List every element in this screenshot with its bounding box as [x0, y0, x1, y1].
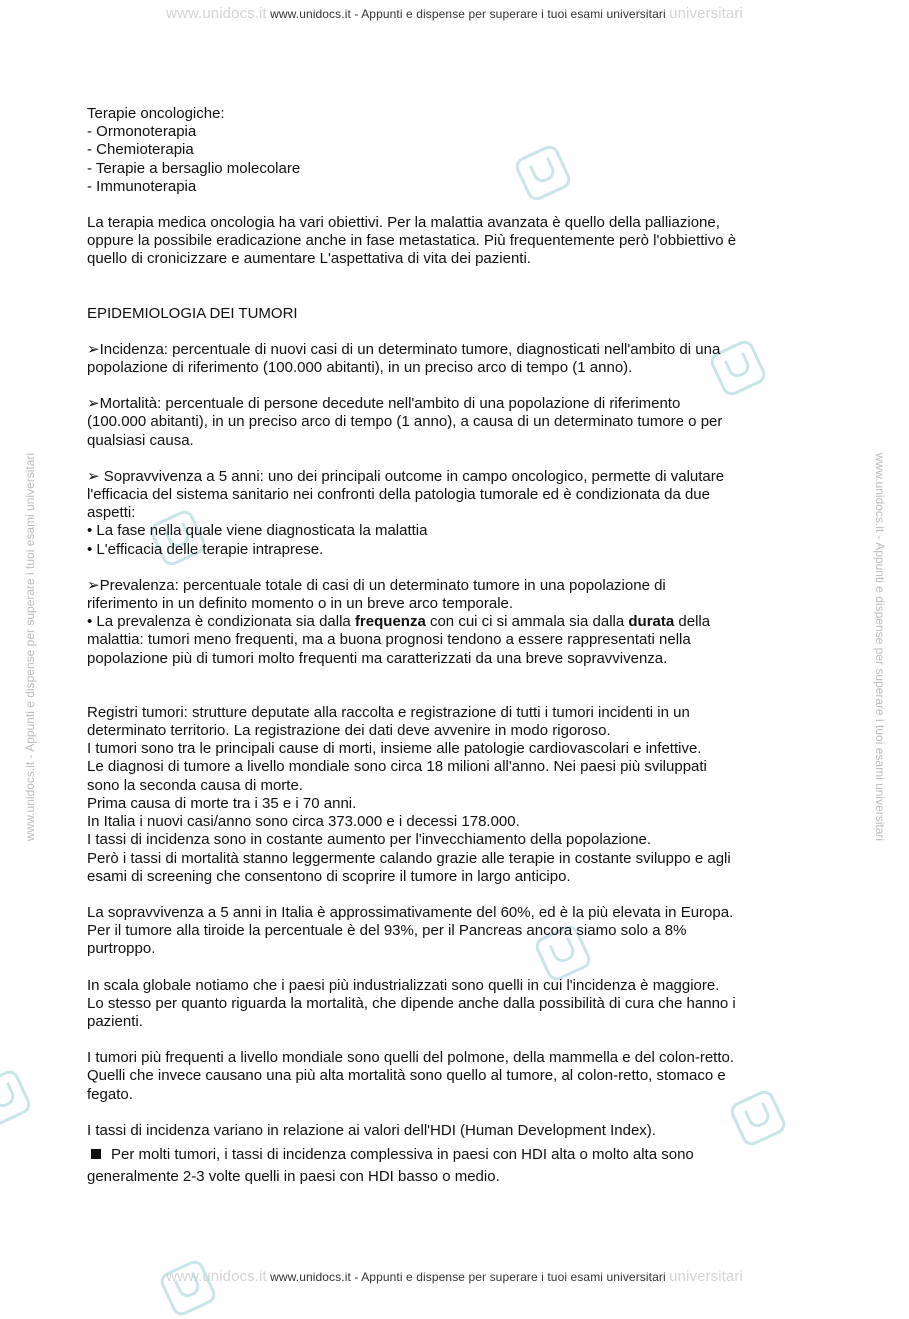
watermark-logo-icon	[157, 1257, 218, 1318]
paragraph-line: La terapia medica oncologia ha vari obiettivi. Per la malattia avanzata è quello della palliazione,	[87, 214, 720, 232]
text-run: della	[674, 613, 711, 631]
paragraph-line: popolazione di riferimento (100.000 abitanti), in un preciso arco di tempo (1 anno).	[87, 359, 633, 377]
bold-term-durata: durata	[628, 613, 675, 631]
paragraph-line: esami di screening che consentono di scoprire il tumore in largo anticipo.	[87, 867, 571, 885]
header-text: www.unidocs.it - Appunti e dispense per superare i tuoi esami universitari	[270, 7, 666, 21]
paragraph-line: oppure la possibile eradicazione anche in fase metastatica. Più frequentemente però l'obbiettivo è	[87, 232, 737, 250]
paragraph-line: quello di cronicizzare e aumentare L'aspettativa di vita dei pazienti.	[87, 250, 531, 268]
paragraph-line: Le diagnosi di tumore a livello mondiale sono circa 18 milioni all'anno. Nei paesi più sviluppati	[87, 758, 707, 776]
paragraph-line: Registri tumori: strutture deputate alla raccolta e registrazione di tutti i tumori incidenti in un	[87, 703, 690, 721]
paragraph-line: ➢Prevalenza: percentuale totale di casi di un determinato tumore in una popolazione di	[87, 576, 666, 594]
page-footer	[0, 1268, 909, 1285]
bullet-item: • La fase nella quale viene diagnosticata la malattia	[87, 522, 428, 540]
paragraph-line: I tassi di incidenza sono in costante aumento per l'invecchiamento della popolazione.	[87, 831, 652, 849]
paragraph-line: I tumori più frequenti a livello mondiale sono quelli del polmone, della mammella e del colon-retto.	[87, 1049, 735, 1067]
header-ghost-right: universitari	[669, 5, 743, 22]
paragraph-line: ➢Incidenza: percentuale di nuovi casi di un determinato tumore, diagnosticati nell'ambito di una	[87, 340, 721, 358]
list-item: - Ormonoterapia	[87, 123, 197, 141]
bold-term-frequenza: frequenza	[354, 613, 426, 631]
paragraph-line: I tassi di incidenza variano in relazione ai valori dell'HDI (Human Development Index).	[87, 1121, 656, 1139]
square-bullet-item	[87, 1146, 822, 1164]
text-run: Per molti tumori, i tassi di incidenza complessiva in paesi con HDI alta o molto alta sono	[111, 1145, 694, 1163]
paragraph-line: pazienti.	[87, 1012, 143, 1030]
paragraph-line: popolazione più di tumori molto frequenti ma caratterizzati da una breve sopravvivenza.	[87, 649, 668, 667]
paragraph-line: Lo stesso per quanto riguarda la mortalità, che dipende anche dalla possibilità di cura che hanno i	[87, 994, 736, 1012]
paragraph-line	[87, 613, 822, 631]
list-item: - Immunoterapia	[87, 177, 197, 195]
list-item: - Terapie a bersaglio molecolare	[87, 159, 301, 177]
footer-ghost-left: www.unidocs.it	[166, 1268, 267, 1285]
footer-ghost-right: universitari	[669, 1268, 743, 1285]
paragraph-line: In scala globale notiamo che i paesi più industrializzati sono quelli in cui l'incidenza è maggiore.	[87, 976, 720, 994]
paragraph-line: Per il tumore alla tiroide la percentuale è del 93%, per il Pancreas ancora siamo solo a 8%	[87, 922, 687, 940]
paragraph-line: purtroppo.	[87, 940, 156, 958]
list-item: - Chemioterapia	[87, 141, 194, 159]
text-run: • La prevalenza è condizionata sia dalla	[87, 613, 355, 631]
paragraph-line: malattia: tumori meno frequenti, ma a buona prognosi tendono a essere rappresentati nella	[87, 631, 691, 649]
header-ghost-left: www.unidocs.it	[166, 5, 267, 22]
paragraph-line: generalmente 2-3 volte quelli in paesi con HDI basso o medio.	[87, 1168, 500, 1186]
paragraph-line: (100.000 abitanti), in un preciso arco di tempo (1 anno), a causa di un determinato tumore o per	[87, 413, 723, 431]
paragraph-line: sono la seconda causa di morte.	[87, 776, 303, 794]
paragraph-line: Quelli che invece causano una più alta mortalità sono quello al tumore, al colon-retto, stomaco e	[87, 1067, 726, 1085]
paragraph-line: ➢ Sopravvivenza a 5 anni: uno dei principali outcome in campo oncologico, permette di valutare	[87, 467, 725, 485]
paragraph-line: qualsiasi causa.	[87, 431, 194, 449]
paragraph-line: Prima causa di morte tra i 35 e i 70 anni.	[87, 794, 357, 812]
paragraph-line: l'efficacia del sistema sanitario nei confronti della patologia tumorale ed è condizionata da due	[87, 486, 710, 504]
side-watermark-right: www.unidocs.it - Appunti e dispense per superare i tuoi esami universitari	[873, 452, 887, 842]
paragraph-line: ➢Mortalità: percentuale di persone decedute nell'ambito di una popolazione di riferimento	[87, 395, 681, 413]
document-body	[87, 105, 822, 1186]
paragraph-line: La sopravvivenza a 5 anni in Italia è approssimativamente del 60%, ed è la più elevata in Europa.	[87, 903, 734, 921]
paragraph-line: Però i tassi di mortalità stanno leggermente calando grazie alle terapie in costante sviluppo e agli	[87, 849, 731, 867]
paragraph-line: determinato territorio. La registrazione dei dati deve avvenire in modo rigoroso.	[87, 722, 611, 740]
section-title: EPIDEMIOLOGIA DEI TUMORI	[87, 304, 298, 322]
text-run: con cui ci si ammala sia dalla	[425, 613, 629, 631]
paragraph-line: riferimento in un definito momento o in un breve arco temporale.	[87, 595, 514, 613]
paragraph-line: fegato.	[87, 1085, 133, 1103]
footer-text: www.unidocs.it - Appunti e dispense per superare i tuoi esami universitari	[270, 1270, 666, 1284]
paragraph-line: In Italia i nuovi casi/anno sono circa 373.000 e i decessi 178.000.	[87, 813, 520, 831]
terapie-title: Terapie oncologiche:	[87, 105, 225, 122]
paragraph-line: aspetti:	[87, 504, 136, 522]
bullet-item: • L'efficacia delle terapie intraprese.	[87, 540, 324, 558]
side-watermark-left: www.unidocs.it - Appunti e dispense per superare i tuoi esami universitari	[23, 452, 37, 842]
square-bullet-icon	[91, 1149, 101, 1159]
page-header	[0, 5, 909, 22]
paragraph-line: I tumori sono tra le principali cause di morti, insieme alle patologie cardiovascolari e infettive.	[87, 740, 702, 758]
